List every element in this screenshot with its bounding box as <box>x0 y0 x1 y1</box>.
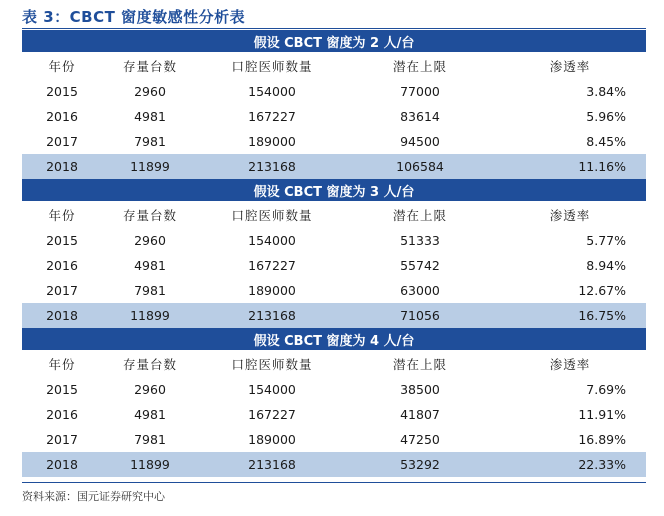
cell-dentists: 154000 <box>248 84 296 99</box>
table-title: 表 3：CBCT 窗度敏感性分析表 <box>22 8 246 26</box>
cell-year: 2018 <box>46 308 78 323</box>
cell-dentists: 189000 <box>248 432 296 447</box>
highlight-row <box>22 452 646 477</box>
cell-dentists: 154000 <box>248 233 296 248</box>
cell-year: 2015 <box>46 84 78 99</box>
cell-upper-limit: 106584 <box>396 159 444 174</box>
col-penetration-header: 渗透率 <box>549 207 591 223</box>
col-upper-limit-header: 潜在上限 <box>392 58 447 74</box>
cell-dentists: 154000 <box>248 382 296 397</box>
col-stock-header: 存量台数 <box>122 58 177 74</box>
cell-penetration: 5.77% <box>586 233 626 248</box>
cell-penetration: 16.89% <box>578 432 626 447</box>
cell-dentists: 189000 <box>248 283 296 298</box>
cell-penetration: 8.45% <box>586 134 626 149</box>
cell-penetration: 16.75% <box>578 308 626 323</box>
cell-penetration: 8.94% <box>586 258 626 273</box>
cell-dentists: 167227 <box>248 109 296 124</box>
cell-dentists: 167227 <box>248 258 296 273</box>
cell-year: 2017 <box>46 134 78 149</box>
cell-year: 2015 <box>46 382 78 397</box>
cell-year: 2016 <box>46 258 78 273</box>
section-header: 假设 CBCT 窗度为 4 人/台 <box>22 328 646 350</box>
table-row <box>22 79 646 104</box>
cell-stock: 7981 <box>134 134 166 149</box>
column-header-row <box>22 52 646 79</box>
cell-upper-limit: 83614 <box>400 109 440 124</box>
column-header-row <box>22 350 646 377</box>
table-row <box>22 129 646 154</box>
cell-penetration: 12.67% <box>578 283 626 298</box>
cell-upper-limit: 51333 <box>400 233 440 248</box>
top-divider <box>22 28 646 29</box>
cell-penetration: 22.33% <box>578 457 626 472</box>
col-stock-header: 存量台数 <box>122 356 177 372</box>
cell-upper-limit: 41807 <box>400 407 440 422</box>
cell-stock: 11899 <box>130 308 170 323</box>
cell-stock: 2960 <box>134 233 166 248</box>
table-row <box>22 253 646 278</box>
column-header-row <box>22 201 646 228</box>
cell-year: 2017 <box>46 283 78 298</box>
cell-penetration: 5.96% <box>586 109 626 124</box>
cell-year: 2015 <box>46 233 78 248</box>
section-header: 假设 CBCT 窗度为 2 人/台 <box>22 30 646 52</box>
cell-upper-limit: 63000 <box>400 283 440 298</box>
cell-upper-limit: 71056 <box>400 308 440 323</box>
table-row <box>22 427 646 452</box>
cell-penetration: 11.91% <box>578 407 626 422</box>
cell-stock: 7981 <box>134 432 166 447</box>
col-penetration-header: 渗透率 <box>549 58 591 74</box>
cell-year: 2017 <box>46 432 78 447</box>
col-year-header: 年份 <box>48 58 76 74</box>
cell-stock: 4981 <box>134 258 166 273</box>
cell-stock: 7981 <box>134 283 166 298</box>
cell-dentists: 213168 <box>248 308 296 323</box>
table-row <box>22 104 646 129</box>
cell-penetration: 3.84% <box>586 84 626 99</box>
cell-upper-limit: 38500 <box>400 382 440 397</box>
cell-stock: 4981 <box>134 407 166 422</box>
col-upper-limit-header: 潜在上限 <box>392 356 447 372</box>
col-upper-limit-header: 潜在上限 <box>392 207 447 223</box>
highlight-row <box>22 154 646 179</box>
col-stock-header: 存量台数 <box>122 207 177 223</box>
sensitivity-table <box>22 30 646 477</box>
col-dentists-header: 口腔医师数量 <box>231 356 313 372</box>
cell-year: 2018 <box>46 457 78 472</box>
col-dentists-header: 口腔医师数量 <box>231 207 313 223</box>
cell-stock: 11899 <box>130 457 170 472</box>
cell-year: 2016 <box>46 407 78 422</box>
cell-stock: 4981 <box>134 109 166 124</box>
cell-year: 2016 <box>46 109 78 124</box>
cell-stock: 11899 <box>130 159 170 174</box>
cell-upper-limit: 55742 <box>400 258 440 273</box>
cell-year: 2018 <box>46 159 78 174</box>
cell-upper-limit: 53292 <box>400 457 440 472</box>
table-row <box>22 228 646 253</box>
cell-upper-limit: 94500 <box>400 134 440 149</box>
table-row <box>22 402 646 427</box>
cell-dentists: 213168 <box>248 457 296 472</box>
col-dentists-header: 口腔医师数量 <box>231 58 313 74</box>
cell-dentists: 167227 <box>248 407 296 422</box>
cell-penetration: 11.16% <box>578 159 626 174</box>
source-note: 资料来源：国元证券研究中心 <box>22 490 165 503</box>
cell-penetration: 7.69% <box>586 382 626 397</box>
col-penetration-header: 渗透率 <box>549 356 591 372</box>
cell-upper-limit: 47250 <box>400 432 440 447</box>
cell-stock: 2960 <box>134 382 166 397</box>
cell-stock: 2960 <box>134 84 166 99</box>
table-row <box>22 278 646 303</box>
section-header: 假设 CBCT 窗度为 3 人/台 <box>22 179 646 201</box>
col-year-header: 年份 <box>48 356 76 372</box>
cell-upper-limit: 77000 <box>400 84 440 99</box>
cell-dentists: 213168 <box>248 159 296 174</box>
cell-dentists: 189000 <box>248 134 296 149</box>
bottom-divider <box>22 482 646 483</box>
table-row <box>22 377 646 402</box>
col-year-header: 年份 <box>48 207 76 223</box>
highlight-row <box>22 303 646 328</box>
